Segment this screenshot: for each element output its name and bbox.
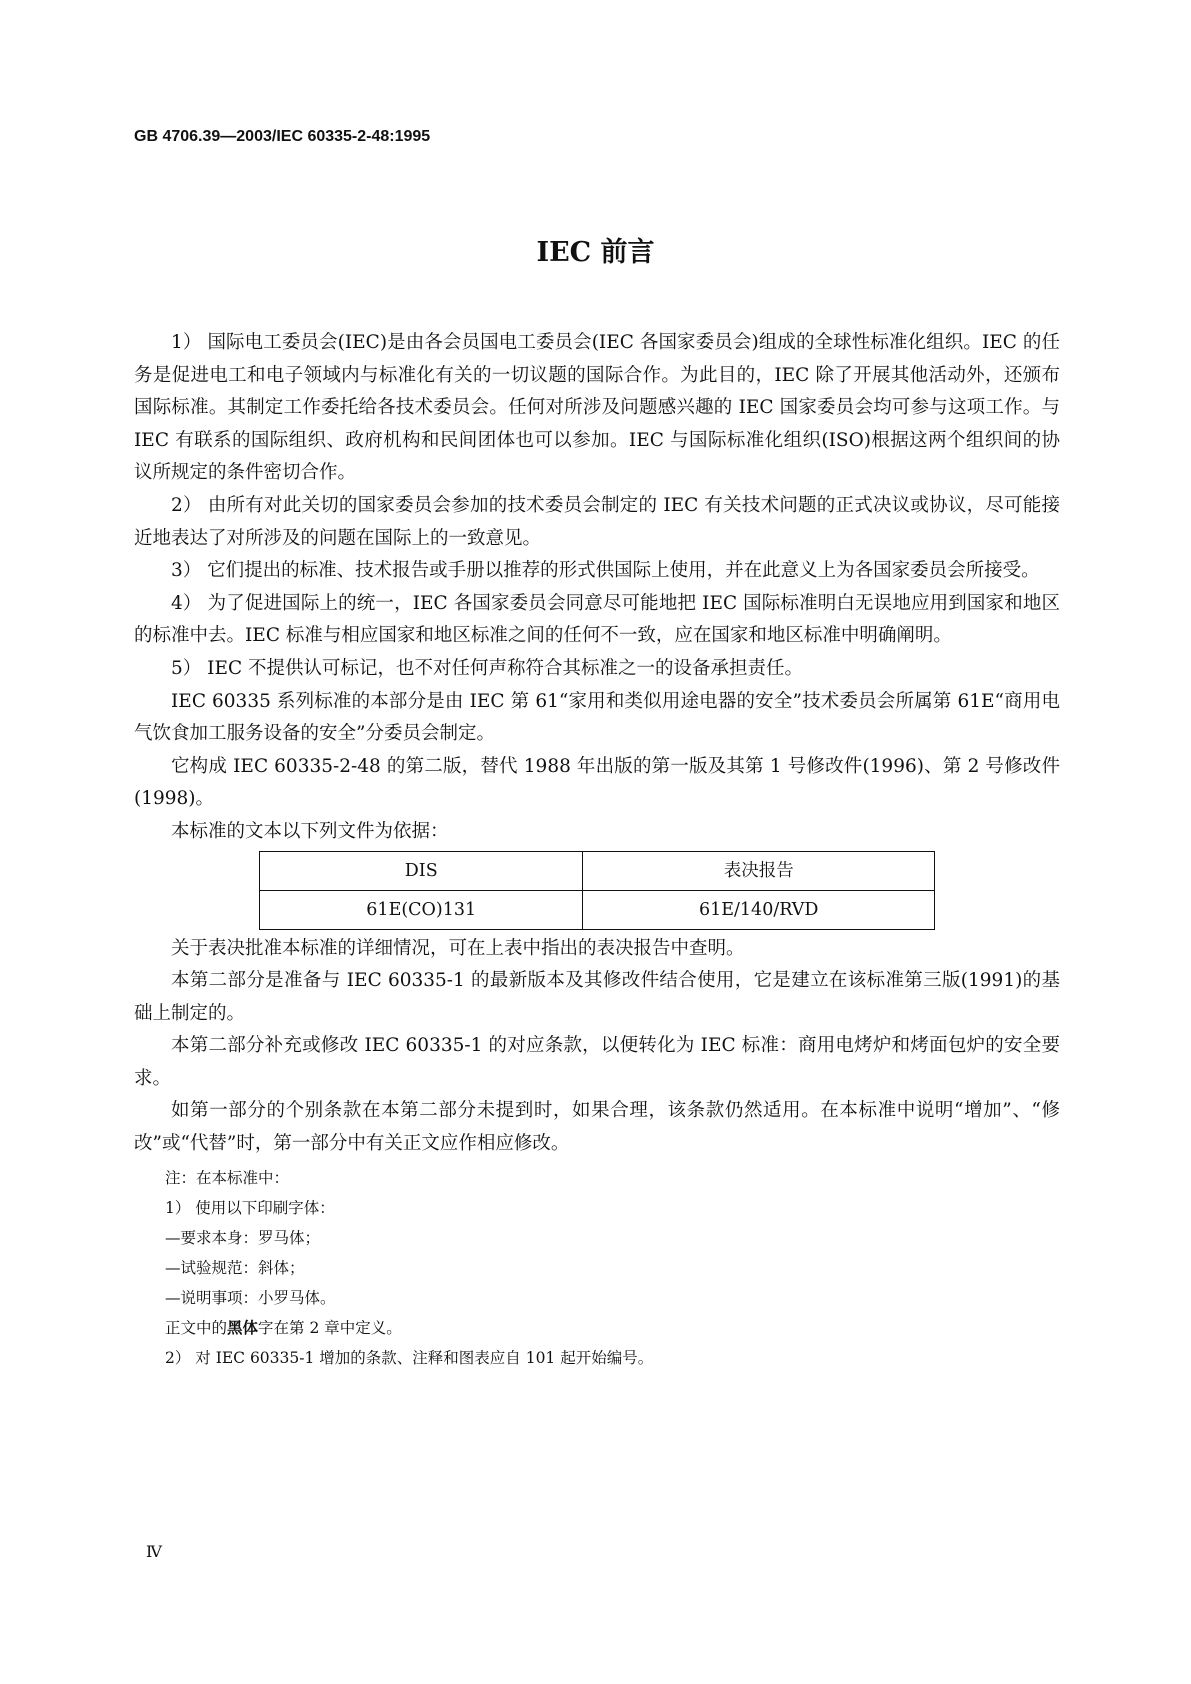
notes <box>165 1163 1060 1373</box>
paragraph: 2） 由所有对此关切的国家委员会参加的技术委员会制定的 IEC 有关技术问题的正式决议或协议，尽可能接近地表达了对所涉及的问题在国际上的一致意见。 <box>134 494 1060 549</box>
document-table <box>259 851 935 930</box>
text: 字在第 2 章中定义。 <box>258 1318 402 1337</box>
text: 正文中的 <box>165 1318 228 1337</box>
note-item: 2） 对 IEC 60335-1 增加的条款、注释和图表应自 101 起开始编号。 <box>165 1348 654 1367</box>
note-bold-definition <box>165 1313 1060 1343</box>
table-cell: 61E/140/RVD <box>583 890 935 929</box>
document-body <box>134 327 1060 1373</box>
note-intro: 注：在本标准中： <box>165 1168 290 1187</box>
table-header-cell: DIS <box>260 851 583 890</box>
bold-word: 黑体 <box>227 1317 259 1337</box>
paragraph: 它构成 IEC 60335-2-48 的第二版，替代 1988 年出版的第一版及其第 1 号修改件(1996)、第 2 号修改件(1998)。 <box>134 755 1060 810</box>
paragraph: 4） 为了促进国际上的统一，IEC 各国家委员会同意尽可能地把 IEC 国际标准明白无误地应用到国家和地区的标准中去。IEC 标准与相应国家和地区标准之间的任何不一致，应在国家和地区标准中明确阐明。 <box>134 592 1060 647</box>
note-font-item: —试验规范：斜体； <box>165 1258 305 1277</box>
paragraph: 本第二部分是准备与 IEC 60335-1 的最新版本及其修改件结合使用，它是建立在该标准第三版(1991)的基础上制定的。 <box>134 970 1060 1024</box>
table-cell: 61E(CO)131 <box>260 890 583 929</box>
paragraph: 关于表决批准本标准的详细情况，可在上表中指出的表决报告中查明。 <box>171 937 745 959</box>
document-header: GB 4706.39—2003/IEC 60335-2-48:1995 <box>134 128 431 145</box>
paragraph: 1） 国际电工委员会(IEC)是由各会员国电工委员会(IEC 各国家委员会)组成的全球性标准化组织。IEC 的任务是促进电工和电子领域内与标准化有关的一切议题的国际合作。为此目的，IEC 除了开展其他活动外，还颁布国际标准。其制定工作委托给各技术委员会。任何对所涉及问题感兴趣的 IEC 国家委员会均可参与这项工作。与 IEC 有联系的国际组织、政府机构和民间团体也可以参加。IEC 与国际标准化组织(ISO)根据这两个组织间的协议所规定的条件密切合作。 <box>134 332 1060 484</box>
paragraph: 本标准的文本以下列文件为依据： <box>171 820 449 842</box>
page-title: IEC 前言 <box>536 237 655 268</box>
table-header-row <box>260 851 935 890</box>
page-number: Ⅳ <box>146 1542 162 1561</box>
paragraph: IEC 60335 系列标准的本部分是由 IEC 第 61“家用和类似用途电器的安全”技术委员会所属第 61E“商用电气饮食加工服务设备的安全”分委员会制定。 <box>134 690 1060 745</box>
paragraph: 5） IEC 不提供认可标记，也不对任何声称符合其标准之一的设备承担责任。 <box>171 657 804 679</box>
paragraph: 3） 它们提出的标准、技术报告或手册以推荐的形式供国际上使用，并在此意义上为各国家委员会所接受。 <box>171 560 1040 582</box>
paragraph: 本第二部分补充或修改 IEC 60335-1 的对应条款，以便转化为 IEC 标准：商用电烤炉和烤面包炉的安全要求。 <box>134 1035 1060 1089</box>
note-font-item: —说明事项：小罗马体。 <box>165 1288 336 1307</box>
paragraph: 如第一部分的个别条款在本第二部分未提到时，如果合理，该条款仍然适用。在本标准中说明“增加”、“修改”或“代替”时，第一部分中有关正文应作相应修改。 <box>134 1100 1060 1155</box>
table-header-cell: 表决报告 <box>583 851 935 890</box>
table-row <box>260 890 935 929</box>
note-item: 1） 使用以下印刷字体： <box>165 1198 335 1217</box>
note-font-item: —要求本身：罗马体； <box>165 1228 321 1247</box>
